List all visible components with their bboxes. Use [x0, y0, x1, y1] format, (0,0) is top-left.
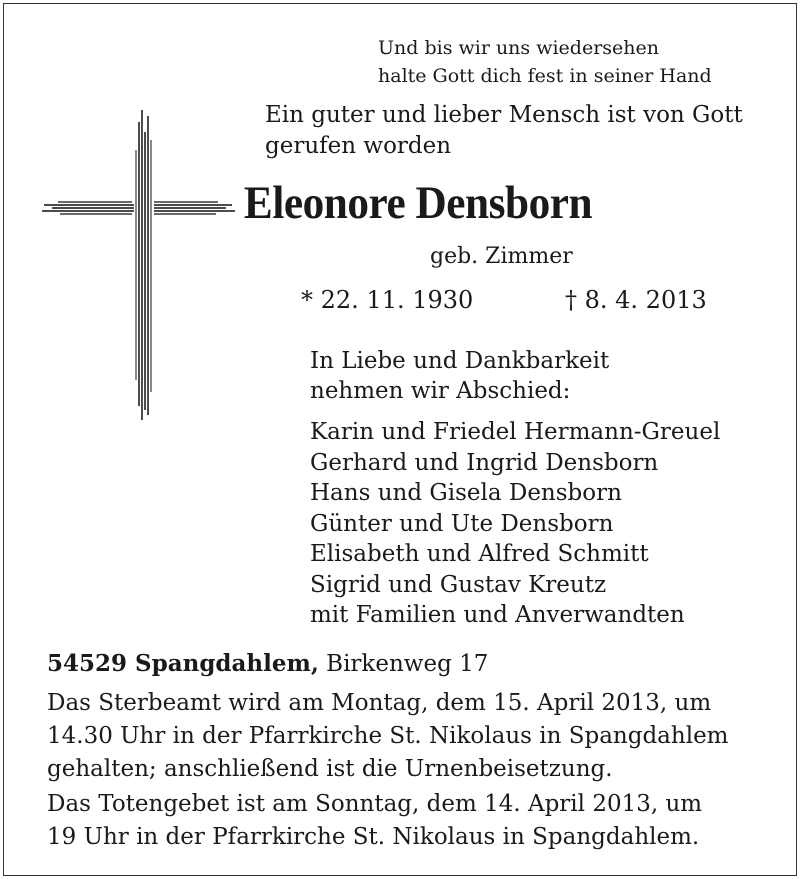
intro-line-1: Ein guter und lieber Mensch ist von Gott	[265, 102, 743, 128]
mourner-item: Gerhard und Ingrid Densborn	[310, 449, 659, 476]
farewell-line-2: nehmen wir Abschied:	[310, 378, 571, 404]
farewell-line-1: In Liebe und Dankbarkeit	[310, 348, 610, 374]
maiden-name: geb. Zimmer	[430, 244, 573, 269]
prayer-line-2: 19 Uhr in der Pfarrkirche St. Nikolaus in Spangdahlem.	[47, 824, 700, 850]
poem-verse	[378, 34, 712, 90]
address-street: Birkenweg 17	[318, 651, 489, 677]
cross-icon	[40, 110, 240, 422]
mourners-list	[310, 417, 720, 631]
intro-text	[265, 100, 785, 162]
service-line-1: Das Sterbeamt wird am Montag, dem 15. April 2013, um	[47, 690, 712, 716]
service-info	[47, 687, 767, 786]
mourner-item: Sigrid und Gustav Kreutz	[310, 571, 607, 598]
mourner-item: Elisabeth und Alfred Schmitt	[310, 541, 649, 567]
prayer-info	[47, 788, 767, 854]
mourner-item: Günter und Ute Densborn	[310, 510, 614, 537]
address	[47, 650, 488, 677]
service-line-3: gehalten; anschließend ist die Urnenbeisetzung.	[47, 756, 613, 782]
service-line-2: 14.30 Uhr in der Pfarrkirche St. Nikolaus in Spangdahlem	[47, 723, 729, 749]
intro-line-2: gerufen worden	[265, 133, 452, 159]
mourner-item: Hans und Gisela Densborn	[310, 480, 622, 506]
death-date: † 8. 4. 2013	[565, 286, 707, 314]
birth-date: * 22. 11. 1930	[301, 286, 474, 314]
address-place: 54529 Spangdahlem,	[47, 650, 319, 677]
poem-line-2: halte Gott dich fest in seiner Hand	[378, 65, 712, 87]
mourner-item: Karin und Friedel Hermann-Greuel	[310, 419, 721, 445]
farewell-text	[310, 346, 609, 406]
poem-line-1: Und bis wir uns wiedersehen	[378, 37, 659, 59]
deceased-name: Eleonore Densborn	[243, 177, 593, 229]
mourner-item: mit Familien und Anverwandten	[310, 602, 685, 628]
prayer-line-1: Das Totengebet ist am Sonntag, dem 14. April 2013, um	[47, 791, 703, 817]
